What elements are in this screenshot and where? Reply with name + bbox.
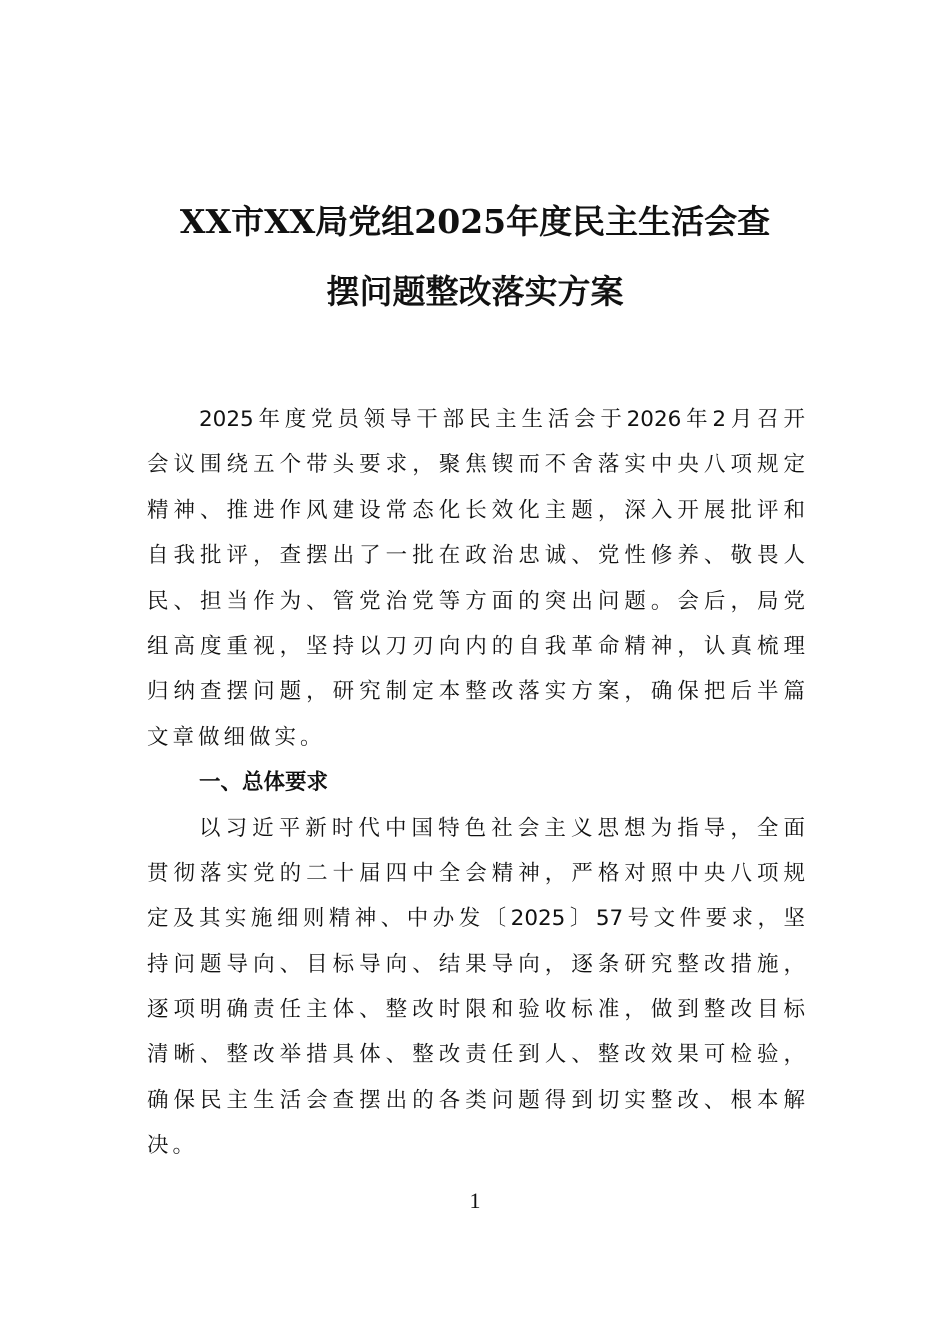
paragraph-line: 2025年度党员领导干部民主生活会于2026年2月召开 [199,407,805,432]
intro-paragraph [147,397,805,760]
paragraph-line: 确保民主生活会查摆出的各类问题得到切实整改、根本解 [147,1087,805,1113]
paragraph-line: 清晰、整改举措具体、整改责任到人、整改效果可检验， [147,1042,805,1068]
paragraph-line: 逐项明确责任主体、整改时限和验收标准，做到整改目标 [147,997,805,1023]
paragraph-line: 归纳查摆问题，研究制定本整改落实方案，确保把后半篇 [147,679,805,705]
paragraph-line: 持问题导向、目标导向、结果导向，逐条研究整改措施， [147,951,805,977]
paragraph-line: 定及其实施细则精神、中办发〔2025〕57号文件要求，坚 [147,906,805,932]
paragraph-line: 会议围绕五个带头要求，聚焦锲而不舍落实中央八项规定 [147,452,805,478]
paragraph-line: 以习近平新时代中国特色社会主义思想为指导，全面 [199,815,805,841]
paragraph-line: 组高度重视，坚持以刀刃向内的自我革命精神，认真梳理 [147,633,805,659]
paragraph-line: 文章做细做实。 [147,724,326,750]
paragraph-line: 贯彻落实党的二十届四中全会精神，严格对照中央八项规 [147,860,805,886]
paragraph-line: 精神、推进作风建设常态化长效化主题，深入开展批评和 [147,497,805,523]
paragraph-line: 决。 [147,1133,199,1159]
document-body [147,397,805,1169]
requirements-paragraph [147,806,805,1169]
document-title-line-1: XX市XX局党组2025年度民主生活会查 [179,202,771,241]
page-number: 1 [469,1188,481,1213]
paragraph-line: 民、担当作为、管党治党等方面的突出问题。会后，局党 [147,588,805,614]
paragraph-line: 自我批评，查摆出了一批在政治忠诚、党性修养、敬畏人 [147,543,805,569]
section-heading: 一、总体要求 [199,770,329,796]
document-title-line-2: 摆问题整改落实方案 [326,272,624,311]
